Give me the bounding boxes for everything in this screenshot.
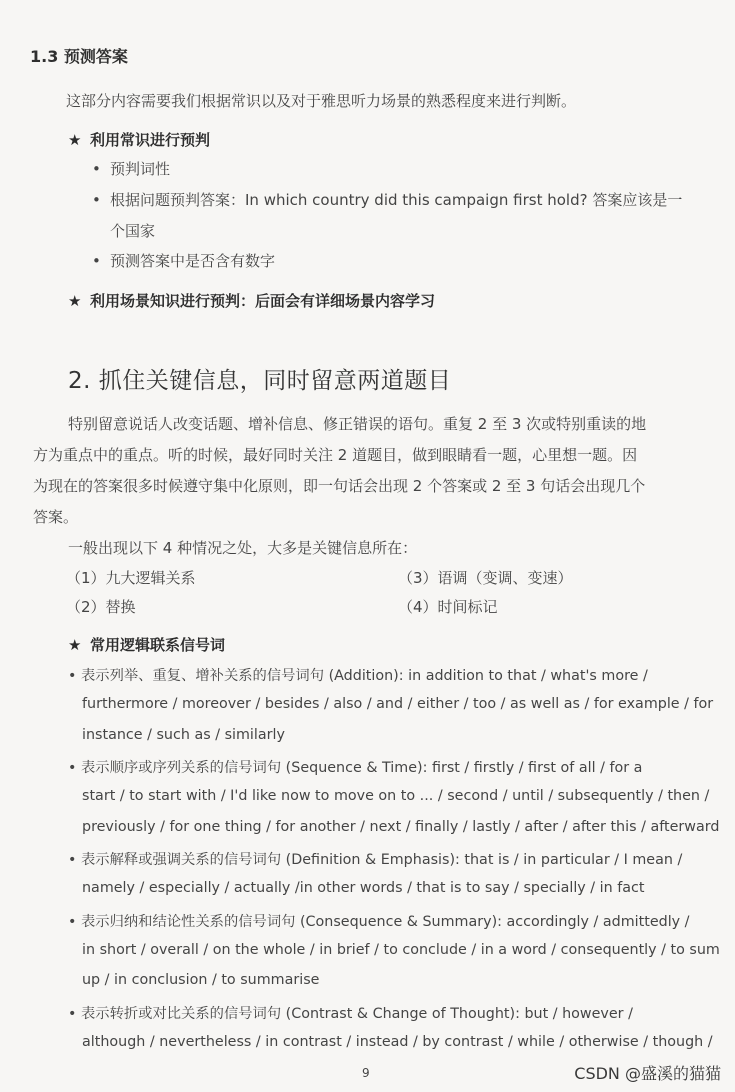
list-item-text: 预判词性 [110,160,171,178]
condition-item: （1）九大逻辑关系 [66,569,196,587]
star-icon: ★ [68,292,82,310]
signal-line: furthermore / moreover / besides / also / and / either / too / as well as / for example / for [82,696,714,712]
condition-item: （2）替换 [66,598,136,616]
paragraph-line: 一般出现以下 4 种情况之处，大多是关键信息所在： [68,539,418,557]
bullet-icon: • [92,252,101,270]
signal-line: start / to start with / I'd like now to move on to ... / second / until / subsequently / then / [82,788,710,804]
paragraph-line: 为现在的答案很多时候遵守集中化原则，即一句话会出现 2 个答案或 2 至 3 句话会出现几个 [33,477,646,495]
signal-line: although / nevertheless / in contrast / instead / by contrast / while / otherwise / though / [82,1034,713,1050]
star-heading-common-sense [68,129,210,150]
star-icon: ★ [68,131,82,149]
bullet-icon: • [92,191,101,209]
signal-line: instance / such as / similarly [82,727,285,743]
paragraph-line: 特别留意说话人改变话题、增补信息、修正错误的语句。重复 2 至 3 次或特别重读的地 [68,415,647,433]
bullet-icon: • [92,160,101,178]
list-item [92,189,682,210]
condition-item: （4）时间标记 [398,598,498,616]
intro-paragraph: 这部分内容需要我们根据常识以及对于雅思听力场景的熟悉程度来进行判断。 [66,92,577,110]
signal-line: previously / for one thing / for another / next / finally / lastly / after / after this / afterward [82,819,720,835]
page-number: 9 [362,1066,370,1080]
list-item [92,250,275,271]
signal-line: • 表示转折或对比关系的信号词句 (Contrast & Change of Thought): but / however / [68,1006,633,1022]
star-heading-signal-words [68,634,225,655]
star-icon: ★ [68,636,82,654]
star-heading-scene-knowledge [68,290,435,311]
section-heading-1-3: 1.3 预测答案 [30,47,128,66]
signal-line: in short / overall / on the whole / in brief / to conclude / in a word / consequently / to sum [82,942,720,958]
list-item-text: 根据问题预判答案：In which country did this campaign first hold? 答案应该是一 [110,191,683,209]
list-item-text: 预测答案中是否含有数字 [110,252,276,270]
list-item-continuation: 个国家 [110,222,156,240]
paragraph-line: 答案。 [33,508,79,526]
signal-line: namely / especially / actually /in other words / that is to say / specially / in fact [82,880,645,896]
signal-line: • 表示列举、重复、增补关系的信号词句 (Addition): in addition to that / what's more / [68,668,648,684]
star-heading-label: 利用场景知识进行预判：后面会有详细场景内容学习 [90,292,436,310]
signal-line: • 表示顺序或序列关系的信号词句 (Sequence & Time): first / firstly / first of all / for a [68,760,643,776]
section-heading-2: 2. 抓住关键信息，同时留意两道题目 [68,368,452,394]
signal-line: • 表示归纳和结论性关系的信号词句 (Consequence & Summary): accordingly / admittedly / [68,914,690,930]
condition-item: （3）语调（变调、变速） [398,569,573,587]
signal-line: up / in conclusion / to summarise [82,972,320,988]
star-heading-label: 常用逻辑联系信号词 [90,636,226,654]
star-heading-label: 利用常识进行预判 [90,131,211,149]
watermark: CSDN @盛溪的猫猫 [574,1064,721,1083]
list-item [92,158,170,179]
paragraph-line: 方为重点中的重点。听的时候，最好同时关注 2 道题目，做到眼睛看一题，心里想一题。因 [33,446,638,464]
signal-line: • 表示解释或强调关系的信号词句 (Definition & Emphasis): that is / in particular / I mean / [68,852,683,868]
